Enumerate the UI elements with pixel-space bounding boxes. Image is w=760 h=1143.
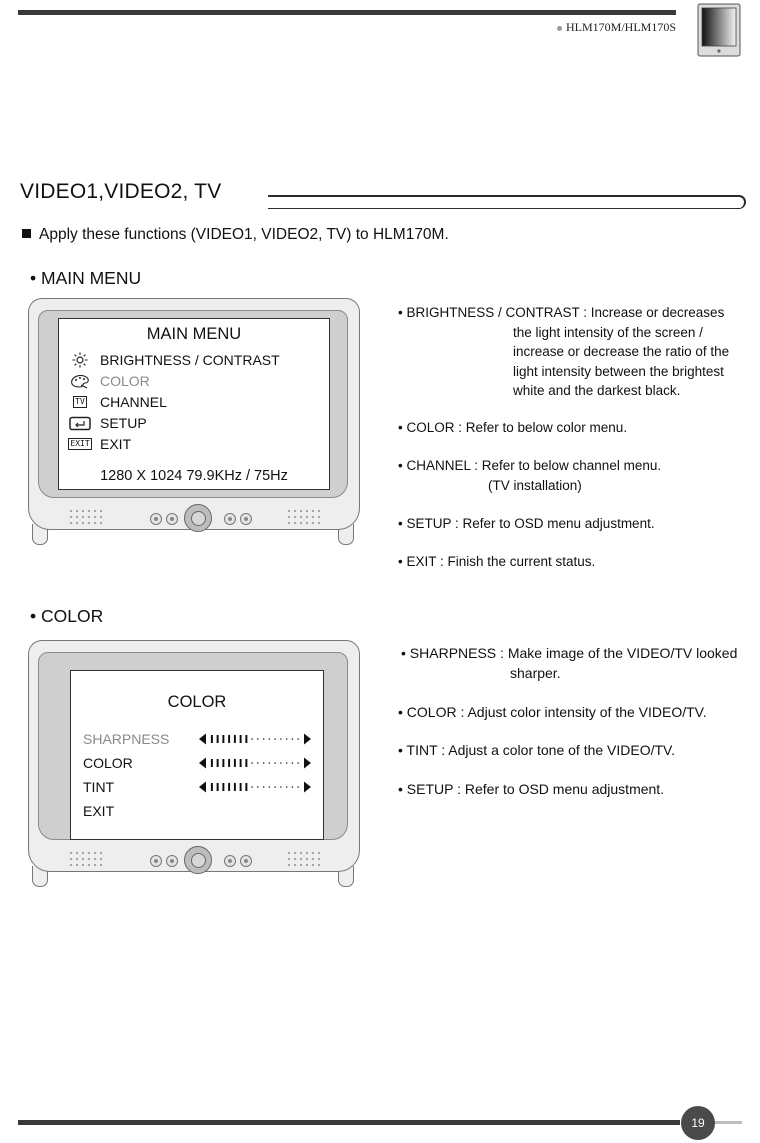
monitor-button bbox=[150, 855, 162, 867]
slider-sharpness[interactable] bbox=[199, 733, 311, 745]
desc-line: • CHANNEL : Refer to below channel menu. bbox=[398, 458, 662, 473]
desc-setup-color bbox=[398, 780, 664, 800]
slider-dot-empty bbox=[251, 762, 253, 764]
slider-tick-filled bbox=[240, 735, 242, 743]
color-item-label: TINT bbox=[83, 779, 115, 795]
slider-dot-empty bbox=[286, 786, 288, 788]
desc-setup bbox=[398, 514, 655, 534]
desc-sharpness bbox=[398, 644, 737, 683]
slider-tick-filled bbox=[211, 759, 213, 767]
slider-tick-filled bbox=[211, 735, 213, 743]
bottom-rule-right bbox=[712, 1121, 742, 1124]
slider-tick-filled bbox=[228, 735, 230, 743]
desc-line: the light intensity of the screen / bbox=[513, 324, 703, 340]
slider-dot-empty bbox=[257, 786, 259, 788]
slider-dot-empty bbox=[263, 738, 265, 740]
speaker-grille-right bbox=[286, 508, 324, 526]
monitor-button bbox=[150, 513, 162, 525]
jog-dial-icon bbox=[184, 504, 212, 532]
slider-tick-filled bbox=[211, 783, 213, 791]
osd-title: COLOR bbox=[167, 693, 227, 711]
desc-line: • SETUP : Refer to OSD menu adjustment. bbox=[398, 516, 655, 531]
menu-item-color[interactable] bbox=[69, 373, 150, 389]
setup-icon bbox=[69, 416, 91, 430]
desc-brightness-contrast bbox=[398, 303, 729, 401]
menu-item-label: BRIGHTNESS / CONTRAST bbox=[100, 352, 280, 368]
title-rule bbox=[268, 195, 746, 209]
desc-line: sharper. bbox=[510, 664, 561, 681]
slider-tick-filled bbox=[240, 759, 242, 767]
color-item-label: EXIT bbox=[83, 803, 115, 819]
desc-line: • COLOR : Adjust color intensity of the VIDEO/TV. bbox=[398, 704, 707, 720]
main-menu-osd bbox=[58, 318, 330, 490]
exit-icon-text: EXIT bbox=[70, 439, 90, 448]
model-text: HLM170M/HLM170S bbox=[565, 20, 676, 34]
color-item-label: SHARPNESS bbox=[83, 731, 170, 747]
desc-color bbox=[398, 418, 627, 438]
slider-dot-empty bbox=[297, 786, 299, 788]
palette-icon bbox=[69, 374, 91, 388]
monitor-button bbox=[240, 855, 252, 867]
bottom-rule bbox=[18, 1120, 680, 1125]
arrow-left-icon bbox=[199, 734, 206, 745]
slider-dot-empty bbox=[251, 786, 253, 788]
slider-dot-empty bbox=[269, 786, 271, 788]
slider-tick-filled bbox=[222, 783, 224, 791]
speaker-grille-left bbox=[68, 508, 106, 526]
tv-icon bbox=[69, 395, 91, 409]
desc-line: increase or decrease the ratio of the bbox=[513, 344, 730, 359]
menu-item-label: CHANNEL bbox=[100, 394, 167, 410]
slider-tick-filled bbox=[240, 783, 242, 791]
monitor-button bbox=[224, 513, 236, 525]
monitor-button bbox=[166, 513, 178, 525]
arrow-right-icon bbox=[304, 758, 311, 769]
apply-note bbox=[22, 226, 449, 244]
arrow-left-icon bbox=[199, 782, 206, 793]
slider-dot-empty bbox=[263, 762, 265, 764]
color-item-label: COLOR bbox=[83, 755, 133, 771]
slider-tick-filled bbox=[245, 783, 247, 791]
slider-dot-empty bbox=[274, 786, 276, 788]
color-osd bbox=[70, 670, 324, 840]
slider-dot-empty bbox=[274, 738, 276, 740]
bullet-square-icon bbox=[22, 229, 31, 238]
slider-dot-empty bbox=[251, 738, 253, 740]
slider-dot-empty bbox=[263, 786, 265, 788]
slider-tick-filled bbox=[234, 735, 236, 743]
slider-tick-filled bbox=[245, 759, 247, 767]
color-heading: • COLOR bbox=[30, 606, 104, 626]
monitor-button bbox=[166, 855, 178, 867]
desc-line: • SETUP : Refer to OSD menu adjustment. bbox=[398, 781, 665, 797]
menu-item-setup[interactable] bbox=[69, 415, 147, 431]
main-menu-heading: • MAIN MENU bbox=[30, 268, 142, 288]
tv-icon-text: TV bbox=[75, 397, 85, 406]
speaker-grille-left bbox=[68, 850, 106, 868]
slider-tick-filled bbox=[245, 735, 247, 743]
slider-tick-filled bbox=[234, 759, 236, 767]
desc-line: • TINT : Adjust a color tone of the VIDEO/TV. bbox=[398, 742, 675, 758]
jog-dial-icon bbox=[184, 846, 212, 874]
slider-tint[interactable] bbox=[199, 781, 311, 793]
slider-dot-empty bbox=[269, 762, 271, 764]
slider-tick-filled bbox=[228, 759, 230, 767]
desc-line: (TV installation) bbox=[488, 477, 582, 493]
arrow-right-icon bbox=[304, 782, 311, 793]
color-item-exit[interactable] bbox=[83, 803, 323, 819]
menu-item-label: EXIT bbox=[100, 436, 132, 452]
slider-tick-filled bbox=[228, 783, 230, 791]
menu-item-channel[interactable] bbox=[69, 394, 167, 410]
section-title: VIDEO1,VIDEO2, TV bbox=[20, 180, 222, 203]
color-monitor bbox=[28, 640, 360, 890]
slider-dot-empty bbox=[280, 738, 282, 740]
slider-dot-empty bbox=[297, 738, 299, 740]
slider-tick-filled bbox=[222, 759, 224, 767]
model-label bbox=[557, 20, 676, 35]
slider-dot-empty bbox=[292, 738, 294, 740]
apply-text: Apply these functions (VIDEO1, VIDEO2, TV) to HLM170M. bbox=[39, 226, 449, 243]
color-item-sharpness[interactable] bbox=[83, 731, 323, 747]
monitor-thumbnail-icon bbox=[697, 3, 741, 59]
slider-dot-empty bbox=[269, 738, 271, 740]
speaker-grille-right bbox=[286, 850, 324, 868]
exit-icon bbox=[69, 437, 91, 451]
desc-line: • EXIT : Finish the current status. bbox=[398, 554, 596, 569]
desc-line: • SHARPNESS : Make image of the VIDEO/TV looked bbox=[401, 645, 738, 661]
desc-color-adjust bbox=[398, 703, 707, 723]
desc-channel bbox=[398, 456, 661, 495]
desc-exit bbox=[398, 552, 595, 572]
monitor-button bbox=[224, 855, 236, 867]
menu-item-label: SETUP bbox=[100, 415, 147, 431]
slider-dot-empty bbox=[280, 786, 282, 788]
desc-line: white and the darkest black. bbox=[513, 383, 681, 398]
desc-tint bbox=[398, 741, 675, 761]
top-rule bbox=[18, 10, 676, 15]
monitor-button bbox=[240, 513, 252, 525]
color-item-tint[interactable] bbox=[83, 779, 323, 795]
slider-tick-filled bbox=[217, 735, 219, 743]
menu-item-label: COLOR bbox=[100, 373, 150, 389]
menu-item-exit[interactable] bbox=[69, 436, 131, 452]
slider-tick-filled bbox=[222, 735, 224, 743]
sun-icon bbox=[69, 353, 91, 367]
slider-dot-empty bbox=[286, 762, 288, 764]
slider-dot-empty bbox=[297, 762, 299, 764]
slider-dot-empty bbox=[292, 786, 294, 788]
slider-color[interactable] bbox=[199, 757, 311, 769]
slider-tick-filled bbox=[234, 783, 236, 791]
slider-tick-filled bbox=[217, 759, 219, 767]
osd-title: MAIN MENU bbox=[146, 325, 242, 343]
slider-dot-empty bbox=[292, 762, 294, 764]
desc-line: • BRIGHTNESS / CONTRAST : Increase or decreases bbox=[398, 305, 725, 320]
resolution-readout: 1280 X 1024 79.9KHz / 75Hz bbox=[100, 468, 288, 484]
main-menu-descriptions bbox=[398, 303, 729, 401]
desc-line: light intensity between the brightest bbox=[513, 363, 724, 379]
main-menu-monitor bbox=[28, 298, 360, 548]
slider-dot-empty bbox=[280, 762, 282, 764]
menu-item-brightness-contrast[interactable] bbox=[69, 352, 280, 368]
arrow-left-icon bbox=[199, 758, 206, 769]
color-item-color[interactable] bbox=[83, 755, 323, 771]
page-number: 19 bbox=[681, 1106, 715, 1140]
arrow-right-icon bbox=[304, 734, 311, 745]
desc-line: • COLOR : Refer to below color menu. bbox=[398, 420, 628, 435]
slider-dot-empty bbox=[274, 762, 276, 764]
slider-tick-filled bbox=[217, 783, 219, 791]
slider-dot-empty bbox=[257, 738, 259, 740]
slider-dot-empty bbox=[286, 738, 288, 740]
slider-dot-empty bbox=[257, 762, 259, 764]
